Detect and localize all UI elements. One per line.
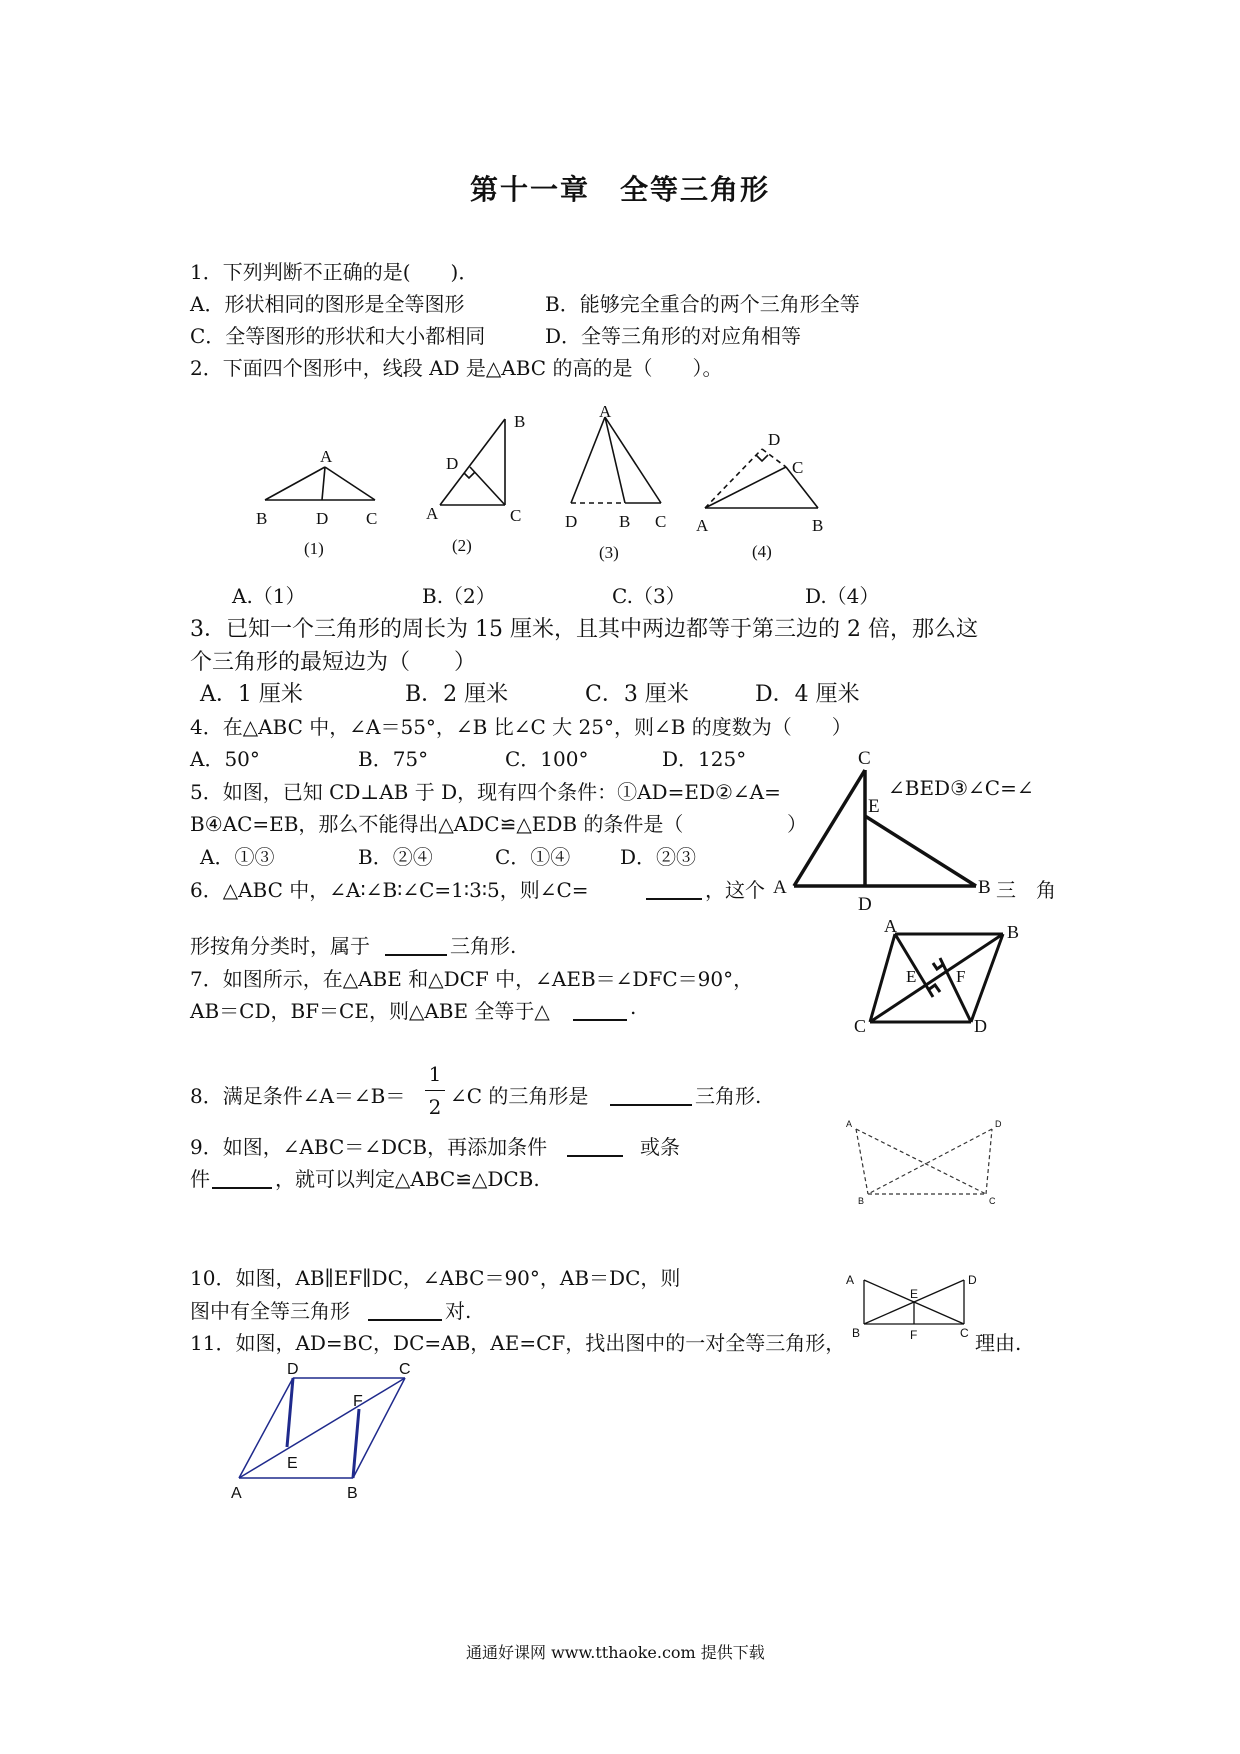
- q6-stem-line2-a: 形按角分类时，属于: [190, 934, 370, 958]
- q9-figure: [840, 1115, 1010, 1205]
- q6-stem-line1-c: 三 角: [996, 878, 1056, 902]
- q7-figure: [840, 916, 1040, 1040]
- q8-fraction-denominator: 2: [428, 1095, 442, 1119]
- q5-option-a: A．①③: [200, 845, 275, 869]
- q2-fig1-caption: (1): [304, 539, 324, 558]
- q9-label-d: D: [995, 1119, 1002, 1129]
- q2-fig1-label-b: B: [256, 509, 268, 528]
- q7-label-d: D: [974, 1016, 987, 1036]
- q10-label-f: F: [910, 1328, 918, 1342]
- q10-stem-line2-a: 图中有全等三角形: [190, 1299, 350, 1323]
- q2-fig4-label-a: A: [696, 516, 709, 535]
- q10-label-b: B: [852, 1326, 861, 1340]
- q4-stem: 4．在△ABC 中，∠A＝55°，∠B 比∠C 大 25°，则∠B 的度数为（ ）: [190, 715, 852, 739]
- q4-option-c: C．100°: [505, 747, 589, 771]
- q10-figure: [840, 1266, 990, 1346]
- q1-option-b: B．能够完全重合的两个三角形全等: [545, 292, 860, 316]
- q5-figure: [773, 748, 1000, 920]
- q2-fig3-label-d: D: [565, 512, 578, 531]
- q9-blank-condition-1[interactable]: [567, 1131, 623, 1157]
- q5-label-e: E: [868, 796, 880, 817]
- q3-option-a: A．1 厘米: [200, 682, 303, 707]
- q4-option-a: A．50°: [190, 747, 260, 771]
- q5-stem-line2-a: B④AC=EB，那么不能得出△ADC≌△EDB 的条件是（: [190, 812, 684, 836]
- q11-stem-b: 理由.: [975, 1331, 1022, 1355]
- q7-label-a: A: [884, 916, 897, 936]
- q9-label-c: C: [989, 1196, 996, 1206]
- q11-figure: [225, 1362, 425, 1502]
- q2-fig4-label-b: B: [812, 516, 824, 535]
- q11-label-d: D: [287, 1361, 299, 1378]
- q2-fig2-label-a: A: [426, 504, 439, 523]
- q8-fraction-bar: [425, 1090, 445, 1091]
- q1-stem: 1．下列判断不正确的是( )．: [190, 260, 479, 284]
- q2-stem: 2．下面四个图形中，线段 AD 是△ABC 的高的是（ ）。: [190, 356, 723, 380]
- q9-stem-line2-a: 件: [190, 1167, 210, 1191]
- q2-figure-2: [420, 405, 540, 560]
- q3-option-b: B．2 厘米: [405, 682, 509, 707]
- q11-figure-lines: [239, 1378, 405, 1478]
- q2-figure-4: [690, 425, 850, 565]
- q5-stem-line1-b: ∠BED③∠C=∠: [888, 776, 1034, 800]
- q2-fig1-label-c: C: [366, 509, 378, 528]
- q2-fig2-label-b: B: [514, 412, 526, 431]
- q8-stem-part-c: 三角形.: [695, 1084, 762, 1108]
- q11-label-c: C: [399, 1361, 411, 1378]
- q3-option-d: D．4 厘米: [755, 682, 860, 707]
- q4-option-b: B．75°: [358, 747, 429, 771]
- q2-fig1-label-d: D: [316, 509, 329, 528]
- q10-blank-pairs[interactable]: [368, 1295, 442, 1321]
- q5-option-c: C．①④: [495, 845, 571, 869]
- q11-label-e: E: [287, 1455, 298, 1472]
- q2-option-d: D.（4）: [805, 584, 880, 608]
- q9-stem-line2-b: ，就可以判定△ABC≌△DCB.: [275, 1167, 540, 1191]
- q9-blank-condition-2[interactable]: [212, 1163, 272, 1189]
- q10-label-e: E: [910, 1287, 919, 1301]
- q2-figure-3: [555, 402, 685, 565]
- q11-stem-a: 11．如图，AD=BC，DC=AB，AE=CF，找出图中的一对全等三角形，: [190, 1331, 846, 1355]
- q2-option-c: C.（3）: [612, 584, 686, 608]
- q1-option-a: A．形状相同的图形是全等图形: [190, 292, 465, 316]
- q5-option-d: D．②③: [620, 845, 697, 869]
- q8-blank-triangle-type[interactable]: [610, 1080, 692, 1106]
- q2-figure-1: [250, 440, 390, 560]
- q3-stem-line1: 3．已知一个三角形的周长为 15 厘米，且其中两边都等于第三边的 2 倍，那么这: [190, 617, 978, 642]
- q7-blank-triangle[interactable]: [573, 995, 627, 1021]
- q2-fig3-label-a: A: [599, 402, 612, 421]
- q6-stem-line2-b: 三角形.: [450, 934, 517, 958]
- q5-label-b: B: [978, 877, 991, 898]
- q2-option-a: A.（1）: [232, 584, 306, 608]
- q4-option-d: D．125°: [662, 747, 747, 771]
- q9-stem-line1-b: 或条: [640, 1135, 680, 1159]
- q2-fig3-label-c: C: [655, 512, 667, 531]
- q2-option-b: B.（2）: [422, 584, 496, 608]
- page-title: 第十一章 全等三角形: [470, 173, 771, 206]
- q7-stem-line2-b: .: [630, 995, 637, 1019]
- q11-label-b: B: [347, 1485, 358, 1502]
- q7-label-b: B: [1007, 922, 1020, 942]
- q2-fig4-caption: (4): [752, 542, 772, 561]
- page-footer: 通通好课网 www.tthaoke.com 提供下载: [466, 1643, 765, 1662]
- q5-option-b: B．②④: [358, 845, 433, 869]
- q6-stem-line1-b: ，这个: [705, 878, 765, 902]
- q2-fig2-caption: (2): [452, 536, 472, 555]
- q3-stem-line2: 个三角形的最短边为（ ）: [190, 650, 477, 675]
- q7-label-f: F: [956, 967, 966, 986]
- q7-label-e: E: [906, 967, 917, 986]
- q6-blank-triangle-type[interactable]: [385, 930, 447, 956]
- q7-label-c: C: [854, 1016, 867, 1036]
- q10-label-d: D: [968, 1273, 977, 1287]
- q2-fig1-label-a: A: [320, 447, 333, 466]
- q6-blank-angle-c[interactable]: [646, 874, 702, 900]
- q8-stem-part-b: ∠C 的三角形是: [450, 1084, 589, 1108]
- q3-option-c: C．3 厘米: [585, 682, 689, 707]
- q2-fig2-label-c: C: [510, 506, 522, 525]
- q8-fraction-numerator: 1: [428, 1062, 442, 1086]
- q2-fig3-caption: (3): [599, 543, 619, 562]
- q2-fig4-label-c: C: [792, 458, 804, 477]
- q10-label-c: C: [960, 1326, 969, 1340]
- q8-stem-part-a: 8．满足条件∠A＝∠B＝: [190, 1084, 406, 1108]
- q11-label-a: A: [231, 1485, 242, 1502]
- q9-stem-line1-a: 9．如图，∠ABC＝∠DCB，再添加条件: [190, 1135, 548, 1159]
- q5-label-a: A: [773, 877, 787, 898]
- q10-stem-line2-b: 对.: [445, 1299, 472, 1323]
- q7-stem-line1: 7．如图所示，在△ABE 和△DCF 中，∠AEB＝∠DFC＝90°，: [190, 967, 754, 991]
- q2-fig2-label-d: D: [446, 454, 459, 473]
- q10-stem-line1: 10．如图，AB∥EF∥DC，∠ABC＝90°，AB＝DC，则: [190, 1266, 681, 1290]
- q9-label-a: A: [846, 1119, 853, 1129]
- q5-label-d: D: [858, 894, 872, 915]
- q11-label-f: F: [353, 1393, 363, 1410]
- q2-fig4-label-d: D: [768, 430, 781, 449]
- q5-stem-line1-a: 5．如图，已知 CD⊥AB 于 D，现有四个条件：①AD=ED②∠A=: [190, 780, 781, 804]
- q1-option-c: C．全等图形的形状和大小都相同: [190, 324, 486, 348]
- q6-stem-line1-a: 6．△ABC 中，∠A∶∠B∶∠C=1∶3∶5，则∠C=: [190, 878, 589, 902]
- q2-fig3-label-b: B: [619, 512, 631, 531]
- q7-stem-line2-a: AB＝CD，BF＝CE，则△ABE 全等于△: [190, 999, 550, 1023]
- q10-label-a: A: [846, 1273, 855, 1287]
- q9-label-b: B: [858, 1196, 865, 1206]
- q5-label-c: C: [858, 748, 871, 769]
- q5-stem-line2-b: ）: [787, 812, 807, 836]
- q1-option-d: D．全等三角形的对应角相等: [545, 324, 802, 348]
